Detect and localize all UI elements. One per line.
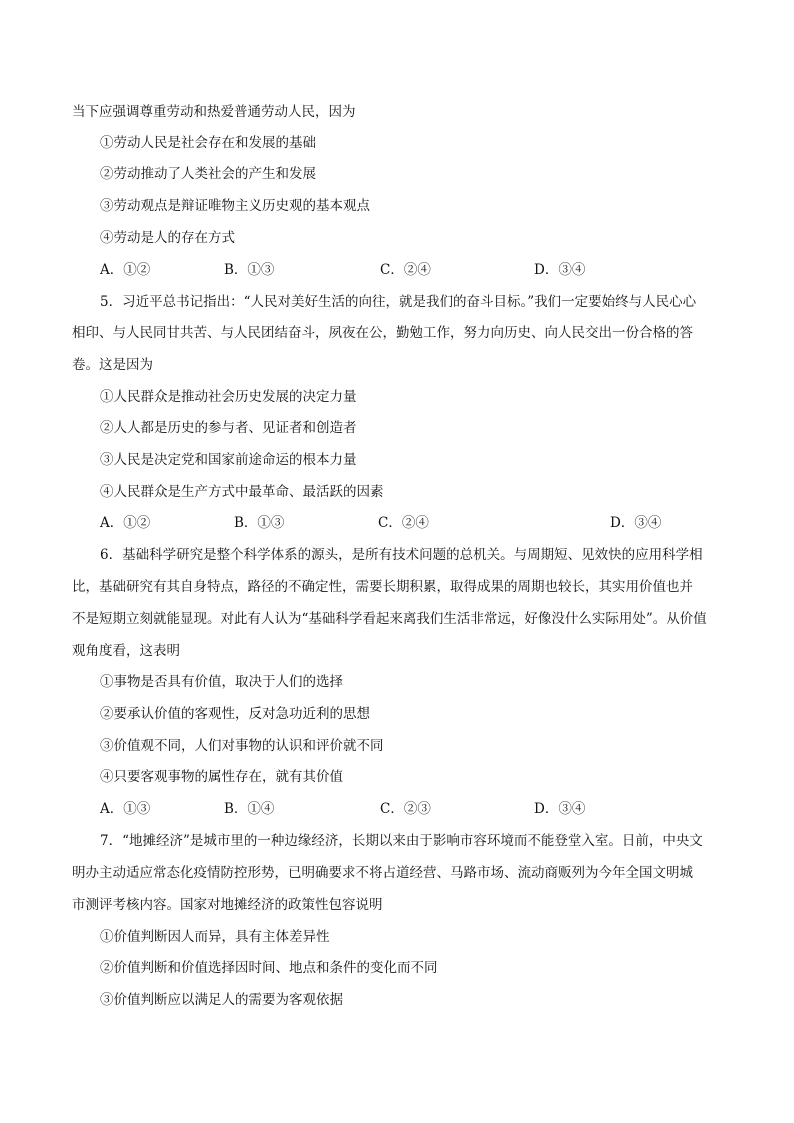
q4-option-b[interactable]: B．①③ [224, 262, 275, 278]
q6-stem-line-3: 不是短期立刻就能显现。对此有人认为“基础科学看起来离我们生活非常远，好像没什么实际用处”。从价值 [72, 611, 707, 627]
q7-item-2: ②价值判断和价值选择因时间、地点和条件的变化而不同 [100, 960, 438, 976]
q5-option-c[interactable]: C．②④ [378, 515, 429, 531]
q4-item-2: ②劳动推动了人类社会的产生和发展 [100, 166, 316, 182]
q6-item-1: ①事物是否具有价值，取决于人们的选择 [100, 674, 343, 690]
q5-option-a[interactable]: A．①② [100, 515, 151, 531]
q7-stem-line-1: 7．“地摊经济”是城市里的一种边缘经济，长期以来由于影响市容环境而不能登堂入室。日前，中央文 [100, 833, 703, 849]
q5-stem-line-1: 5．习近平总书记指出：“人民对美好生活的向往，就是我们的奋斗目标。”我们一定要始终与人民心心 [100, 294, 697, 310]
q7-item-1: ①价值判断因人而异，具有主体差异性 [100, 929, 330, 945]
q6-item-3: ③价值观不同，人们对事物的认识和评价就不同 [100, 738, 384, 754]
q4-item-1: ①劳动人民是社会存在和发展的基础 [100, 135, 316, 151]
q5-item-1: ①人民群众是推动社会历史发展的决定力量 [100, 389, 357, 405]
q7-item-3: ③价值判断应以满足人的需要为客观依据 [100, 992, 343, 1008]
q5-option-d[interactable]: D．③④ [610, 515, 662, 531]
q6-item-2: ②要承认价值的客观性，反对急功近利的思想 [100, 706, 370, 722]
q4-item-4: ④劳动是人的存在方式 [100, 230, 235, 246]
q6-option-d[interactable]: D．③④ [534, 801, 586, 817]
q6-stem-line-2: 比，基础研究有其自身特点，路径的不确定性，需要长期积累，取得成果的周期也较长，其实用价值也并 [72, 579, 693, 595]
q5-item-3: ③人民是决定党和国家前途命运的根本力量 [100, 452, 357, 468]
q4-stem-tail: 当下应强调尊重劳动和热爱普通劳动人民，因为 [72, 104, 356, 120]
q5-item-4: ④人民群众是生产方式中最革命、最活跃的因素 [100, 484, 384, 500]
q6-options [100, 799, 720, 819]
q6-option-b[interactable]: B．①④ [224, 801, 275, 817]
q4-options [100, 260, 720, 280]
q5-stem-line-2: 相印、与人民同甘共苦、与人民团结奋斗，夙夜在公，勤勉工作，努力向历史、向人民交出一份合格的答 [72, 325, 693, 341]
q5-item-2: ②人人都是历史的参与者、见证者和创造者 [100, 420, 357, 436]
q6-option-c[interactable]: C．②③ [380, 801, 431, 817]
q4-option-a[interactable]: A．①② [100, 262, 151, 278]
q4-option-c[interactable]: C．②④ [380, 262, 431, 278]
q6-stem-line-4: 观角度看，这表明 [72, 643, 180, 659]
q6-item-4: ④只要客观事物的属性存在，就有其价值 [100, 769, 343, 785]
q5-option-b[interactable]: B．①③ [234, 515, 285, 531]
q7-stem-line-2: 明办主动适应常态化疫情防控形势，已明确要求不将占道经营、马路市场、流动商贩列为今年全国文明城 [72, 865, 693, 881]
q6-option-a[interactable]: A．①③ [100, 801, 151, 817]
q5-stem-line-3: 卷。这是因为 [72, 357, 153, 373]
q7-stem-line-3: 市测评考核内容。国家对地摊经济的政策性包容说明 [72, 897, 383, 913]
q6-stem-line-1: 6．基础科学研究是整个科学体系的源头，是所有技术问题的总机关。与周期短、见效快的应用科学相 [100, 547, 703, 563]
q4-item-3: ③劳动观点是辩证唯物主义历史观的基本观点 [100, 198, 370, 214]
q4-option-d[interactable]: D．③④ [534, 262, 586, 278]
q5-options [100, 513, 720, 533]
